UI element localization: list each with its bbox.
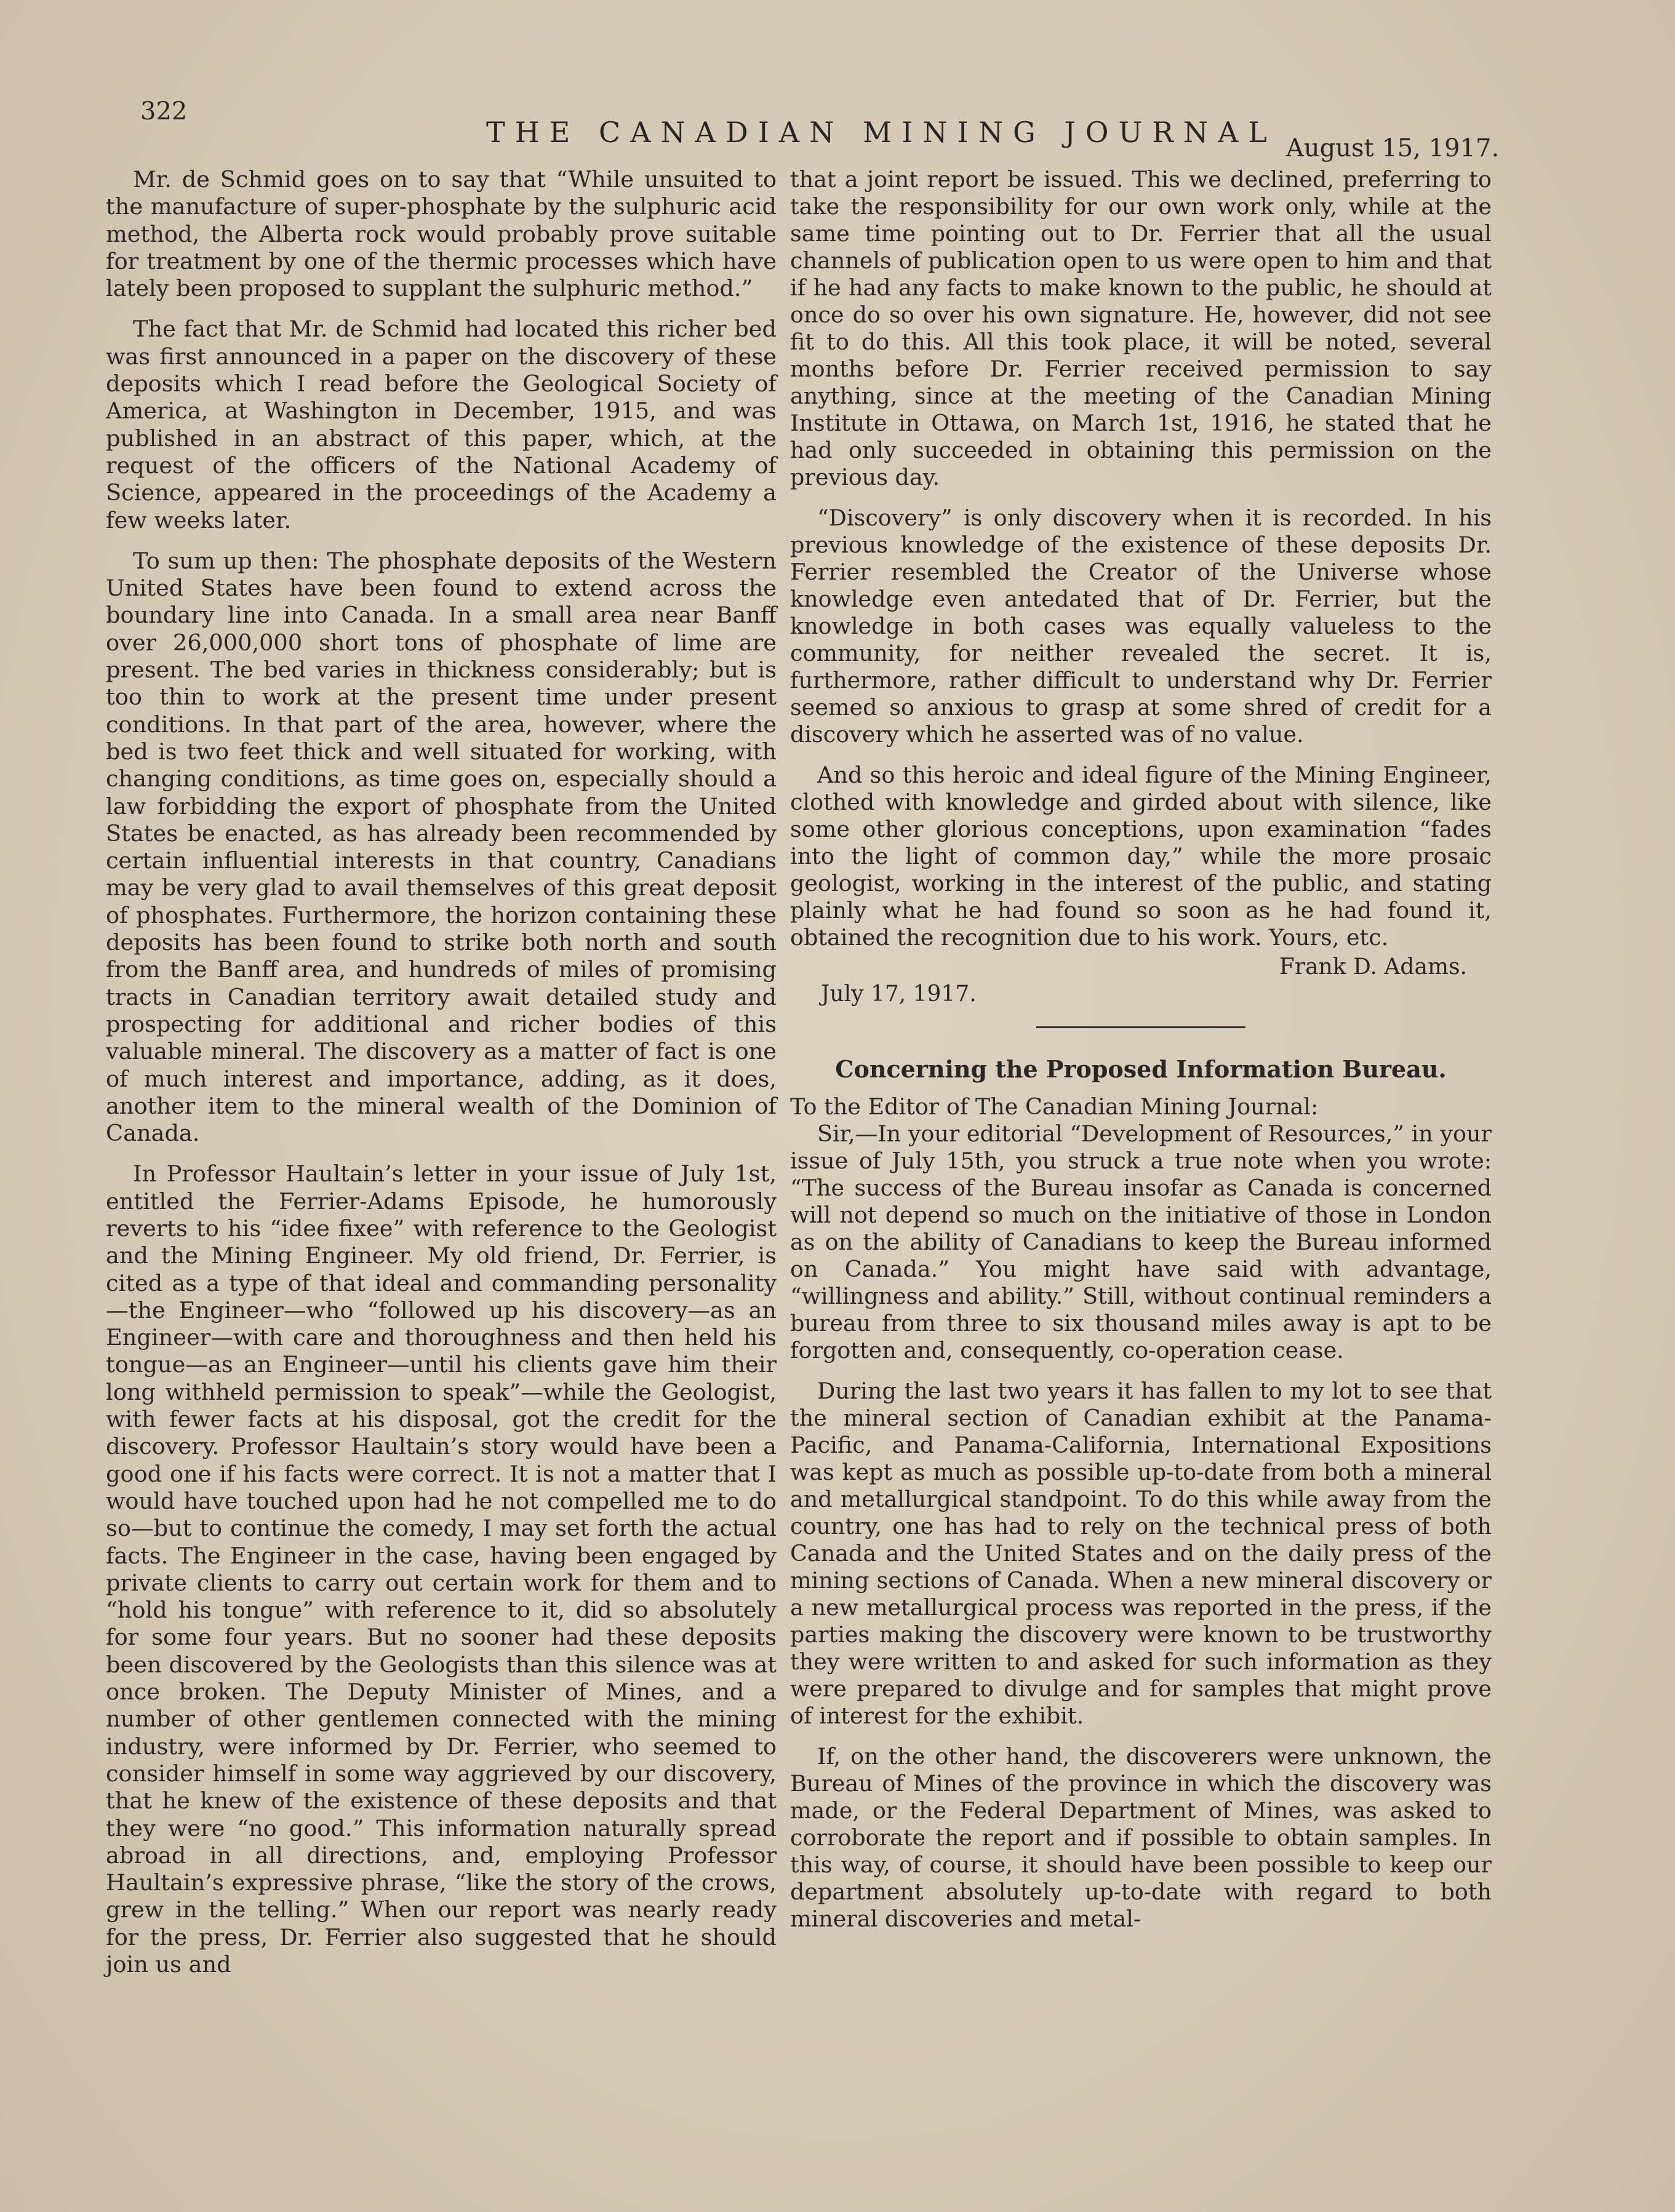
section-heading: Concerning the Proposed Information Bureau. [835, 1055, 1447, 1083]
issue-date: August 15, 1917. [1286, 134, 1500, 162]
paragraph: The fact that Mr. de Schmid had located this richer bed was first announced in a paper on the discovery of these deposits which I read before the Geological Society of America, at Washington in December, 1915, and was published in an abstract of this paper, which, at the request of the officers of the National Academy of Science, appeared in the proceedings of the Academy a few weeks later. [106, 316, 777, 533]
paragraph: “Discovery” is only discovery when it is recorded. In his previous knowledge of the existence of these deposits Dr. Ferrier resembled the Creator of the Universe whose knowledge even antedated that of Dr. Ferrier, but the knowledge in both cases was equally valueless to the community, for neither revealed the secret. It is, furthermore, rather difficult to understand why Dr. Ferrier seemed so anxious to grasp at some shred of credit for a discovery which he asserted was of no value. [790, 505, 1492, 748]
paragraph: Mr. de Schmid goes on to say that “While unsuited to the manufacture of super-phosphate by the sulphuric acid method, the Alberta rock would probably prove suitable for treatment by one of the thermic processes which have lately been proposed to supplant the sulphuric method.” [106, 166, 777, 302]
left-column [106, 166, 777, 1992]
page-header [0, 86, 1675, 172]
paragraph: that a joint report be issued. This we declined, preferring to take the responsibility for our own work only, while at the same time pointing out to Dr. Ferrier that all the usual channels of publication open to us were open to him and that if he had any facts to make known to the public, he should at once do so over his own signature. He, however, did not see fit to do this. All this took place, it will be noted, several months before Dr. Ferrier received permission to say anything, since at the meeting of the Canadian Mining Institute in Ottawa, on March 1st, 1916, he stated that he had only succeeded in obtaining this permission on the previous day. [790, 166, 1492, 490]
paragraph: And so this heroic and ideal figure of the Mining Engineer, clothed with knowledge and girded about with silence, like some other glorious conceptions, upon examination “fades into the light of common day,” while the more prosaic geologist, working in the interest of the public, and stating plainly what he had found so soon as he had found it, obtained the recognition due to his work. Yours, etc. [790, 762, 1492, 951]
signature: Frank D. Adams. [1279, 954, 1467, 980]
paragraph: During the last two years it has fallen to my lot to see that the mineral section of Canadian exhibit at the Panama-Pacific, and Panama-California, International Expositions was kept as much as possible up-to-date from both a mineral and metallurgical standpoint. To do this while away from the country, one has had to rely on the technical press of both Canada and the United States and on the daily press of the mining sections of Canada. When a new mineral discovery or a new metallurgical process was reported in the press, if the parties making the discovery were known to be trustworthy they were written to and asked for such information as they were prepared to divulge and for samples that might prove of interest for the exhibit. [790, 1378, 1492, 1729]
letter-date: July 17, 1917. [821, 981, 977, 1007]
paragraph: In Professor Haultain’s letter in your issue of July 1st, entitled the Ferrier-Adams Episode, he humorously reverts to his “idee fixee” with reference to the Geologist and the Mining Engineer. My old friend, Dr. Ferrier, is cited as a type of that ideal and commanding personality—the Engineer—who “followed up his discovery—as an Engineer—with care and thoroughness and then held his tongue—as an Engineer—until his clients gave him their long withheld permission to speak”—while the Geologist, with fewer facts at his disposal, got the credit for the discovery. Professor Haultain’s story would have been a good one if his facts were correct. It is not a matter that I would have touched upon had he not compelled me to do so—but to continue the comedy, I may set forth the actual facts. The Engineer in the case, having been engaged by private clients to carry out certain work for them and to “hold his tongue” with reference to it, did so absolutely for some four years. But no sooner had these deposits been discovered by the Geologists than this silence was at once broken. The Deputy Minister of Mines, and a number of other gentlemen connected with the mining industry, were informed by Dr. Ferrier, who seemed to consider himself in some way aggrieved by our discovery, that he knew of the existence of these deposits and that they were “no good.” This information naturally spread abroad in all directions, and, employing Professor Haultain’s expressive phrase, “like the story of the crows, grew in the telling.” When our report was nearly ready for the press, Dr. Ferrier also suggested that he should join us and [106, 1160, 777, 1978]
section-divider [1036, 1026, 1245, 1028]
paragraph: To sum up then: The phosphate deposits of the Western United States have been found to extend across the boundary line into Canada. In a small area near Banff over 26,000,000 short tons of phosphate of lime are present. The bed varies in thickness considerably; but is too thin to work at the present time under present conditions. In that part of the area, however, where the bed is two feet thick and well situated for working, with changing conditions, as time goes on, especially should a law forbidding the export of phosphate from the United States be enacted, as has already been recommended by certain influential interests in that country, Canadians may be very glad to avail themselves of this great deposit of phosphates. Furthermore, the horizon containing these deposits has been found to strike both north and south from the Banff area, and hundreds of miles of promising tracts in Canadian territory await detailed study and prospecting for additional and richer bodies of this valuable mineral. The discovery as a matter of fact is one of much interest and importance, adding, as it does, another item to the mineral wealth of the Dominion of Canada. [106, 547, 777, 1147]
page-number: 322 [140, 97, 188, 126]
salutation: To the Editor of The Canadian Mining Journal: [790, 1093, 1319, 1120]
paragraph: If, on the other hand, the discoverers were unknown, the Bureau of Mines of the province in which the discovery was made, or the Federal Department of Mines, was asked to corroborate the report and if possible to obtain samples. In this way, of course, it should have been possible to keep our department absolutely up-to-date with regard to both mineral discoveries and metal- [790, 1743, 1492, 1932]
journal-title: THE CANADIAN MINING JOURNAL [486, 116, 1277, 149]
paragraph: Sir,—In your editorial “Development of Resources,” in your issue of July 15th, you struck a true note when you wrote: “The success of the Bureau insofar as Canada is concerned will not depend so much on the initiative of those in London as on the ability of Canadians to keep the Bureau informed on Canada.” You might have said with advantage, “willingness and ability.” Still, without continual reminders a bureau from three to six thousand miles away is apt to be forgotten and, consequently, co-operation cease. [790, 1120, 1492, 1364]
right-column [790, 166, 1492, 1946]
